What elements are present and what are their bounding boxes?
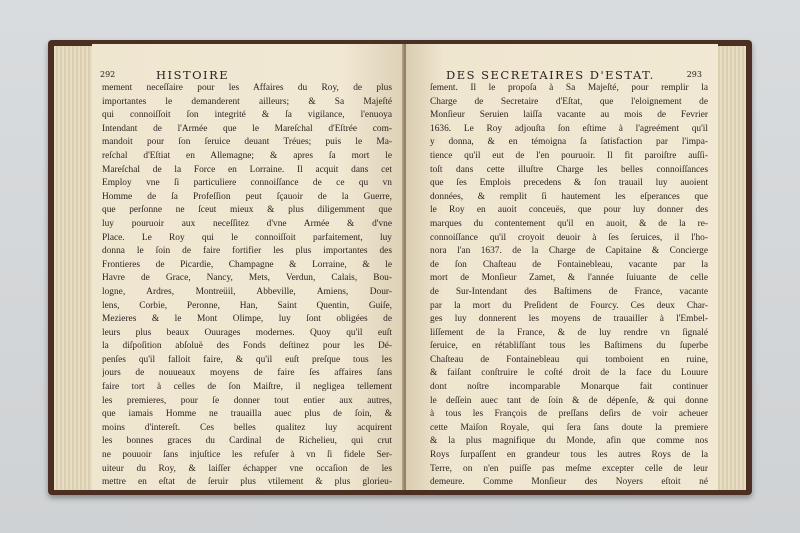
text-line: ſeruice, en rétabliſſant tous les Baſtimens du ſuperbe xyxy=(430,341,708,352)
text-line: qui connoiſſoit ſon integrité & ſa vigilance, l'enuoya xyxy=(102,110,392,121)
left-page-number: 292 xyxy=(100,70,116,79)
text-line: de ſon Chaſteau de Fontainebleau, vacante par la xyxy=(430,259,708,270)
text-line: demeure. Comme Monſieur des Noyers eſtoit né xyxy=(430,477,708,488)
text-line: faire tort à celles de ſon Maiſtre, il negligea tellement xyxy=(102,382,392,393)
text-line: que ſes Emplois precedens & ſon trauail luy auoient xyxy=(430,178,708,189)
text-line: la diſpoſition abſoluë des Fonds deſtinez pour les Dé- xyxy=(102,341,392,352)
text-line: connoiſſance qu'il croyoit deuoir à ſes ſeruices, il l'ho- xyxy=(430,232,708,243)
text-line: par la mort du Preſident de Fourcy. Ces deux Char- xyxy=(430,300,708,311)
text-line: nora l'an 1637. de la Charge de Capitaine & Concierge xyxy=(430,246,708,257)
text-line: Employ vne ſi particuliere connoiſſance de ce qu vn xyxy=(102,178,392,189)
text-line: Monſieur Seruien laiſſa vacante au mois de Fevrier xyxy=(430,110,708,121)
text-line: mandoit pour ſon ſeruice deuant Tréues; puis le Ma- xyxy=(102,137,392,148)
text-line: uiteur du Roy, & laiſſer échapper vne occaſion de les xyxy=(102,463,392,474)
text-line: toſt dans cette illuſtre Charge les belles connoiſſances xyxy=(430,164,708,175)
left-running-head: HISTOIRE xyxy=(156,68,230,82)
left-page-body xyxy=(102,82,392,490)
text-line: penſes qu'il falloit faire, & qu'il euſt preſque tous les xyxy=(102,354,392,365)
text-line: Homme de ſa Profeſſion peut ſçauoir de la Guerre, xyxy=(102,191,392,202)
text-line: donna le ſoin de faire fortifier les plus importantes des xyxy=(102,246,392,257)
text-line: Frontieres de Picardie, Champagne & Lorraine, & le xyxy=(102,259,392,270)
text-line: mort de Monſieur Zamet, & l'année ſuiuante de celle xyxy=(430,273,708,284)
text-line: Terre, on n'en puiſſe pas meſme excepter celle de leur xyxy=(430,463,708,474)
text-line: lens, Corbie, Peronne, Han, Saint Quentin, Guiſe, xyxy=(102,300,392,311)
right-page-number: 293 xyxy=(686,70,702,79)
text-line: les premieres, pour ſe donner tout entier aux autres, xyxy=(102,395,392,406)
text-line: Mareſchal de la Force en Lorraine. Il acquit dans cet xyxy=(102,164,392,175)
text-line: & faiſant conſtruire le coſté droit de la face du Louure xyxy=(430,368,708,379)
text-line: que perſonne ne ſceut mieux & plus diligemment que xyxy=(102,205,392,216)
text-line: données, & remplit ſi hautement les eſperances que xyxy=(430,191,708,202)
right-running-head: DES SECRETAIRES D'ESTAT. xyxy=(446,68,655,82)
text-line: liſſement de la France, & de luy rendre vn ſignalé xyxy=(430,327,708,338)
text-line: reſchal d'Eſtiat en Allemagne; & apres ſa mort le xyxy=(102,150,392,161)
right-page-body xyxy=(430,82,708,490)
text-line: mement neceſſaire pour les Affaires du Roy, de plus xyxy=(102,83,392,93)
text-line: ne pouuoir ſans injuſtice les refuſer à vn ſi fidele Ser- xyxy=(102,450,392,461)
left-page xyxy=(92,44,404,490)
text-line: le Roy en auoit conceuës, que pour luy donner des xyxy=(430,205,708,216)
text-line: 1636. Le Roy adjouſta ſon eſtime à l'agreément qu'il xyxy=(430,123,708,134)
text-line: marques du contentement qu'il en auoit, & de la re- xyxy=(430,218,708,229)
text-line: ſement. Il le propoſa à Sa Majeſté, pour remplir la xyxy=(430,83,708,93)
text-line: ges luy donnerent les moyens de trauailler à l'Embel- xyxy=(430,314,708,325)
text-line: & la plus magnifique du Monde, afin que comme nos xyxy=(430,436,708,447)
text-line: logne, Ardres, Montreüil, Abbeville, Amiens, Dour- xyxy=(102,286,392,297)
text-line: Charge de Secretaire d'Eſtat, que l'eloignement de xyxy=(430,96,708,107)
text-line: leurs plus beaux Ouurages modernes. Quoy qu'il euſt xyxy=(102,327,392,338)
right-page xyxy=(406,44,718,490)
text-line: que iamais Homme ne trauailla auec plus de ſoin, & xyxy=(102,409,392,420)
text-line: Mezieres & le Mont Olimpe, luy ſont obligées de xyxy=(102,314,392,325)
text-line: Intendant de l'Armée que le Mareſchal d'Eſtrée com- xyxy=(102,123,392,134)
text-line: dont noſtre incomparable Monarque fait continuer xyxy=(430,382,708,393)
text-line: luy pouruoir aux neceſſitez d'vne Armée & d'vne xyxy=(102,218,392,229)
text-line: de Sur-Intendant des Baſtimens de France, vacante xyxy=(430,286,708,297)
text-line: le deſſein auec tant de ſoin & de dépenſe, & qui donne xyxy=(430,395,708,406)
text-line: jours de nouueaux moyens de faire ſes affaires ſans xyxy=(102,368,392,379)
text-line: les bonnes graces du Cardinal de Richelieu, qui crut xyxy=(102,436,392,447)
page-edges-right xyxy=(716,46,746,490)
text-line: Roys ſurpaſſent en grandeur tous les autres Roys de la xyxy=(430,450,708,461)
page-edges-left xyxy=(54,46,94,490)
text-line: Place. Le Roy qui le connoiſſoit parfaitement, luy xyxy=(102,232,392,243)
text-line: importantes le demanderent ailleurs; & Sa Majeſté xyxy=(102,96,392,107)
text-line: cette Maiſon Royale, qui ſera ſans doute la premiere xyxy=(430,422,708,433)
text-line: mettre en eſtat de ſeruir plus vtilement & plus glorieu- xyxy=(102,477,392,488)
text-line: moins d'intereſt. Ces belles qualitez luy acquirent xyxy=(102,422,392,433)
text-line: Havre de Grace, Nancy, Mets, Verdun, Calais, Bou- xyxy=(102,273,392,284)
text-line: Chaſteau de Fontainebleau qui tomboient en ruine, xyxy=(430,354,708,365)
text-line: tience qu'il eut de l'en pouruoir. Il fit paroiſtre auſſi- xyxy=(430,150,708,161)
text-line: y donna, & en témoigna ſa ſatisfaction par l'impa- xyxy=(430,137,708,148)
text-line: à tous les François de preſſans deſirs de voir acheuer xyxy=(430,409,708,420)
